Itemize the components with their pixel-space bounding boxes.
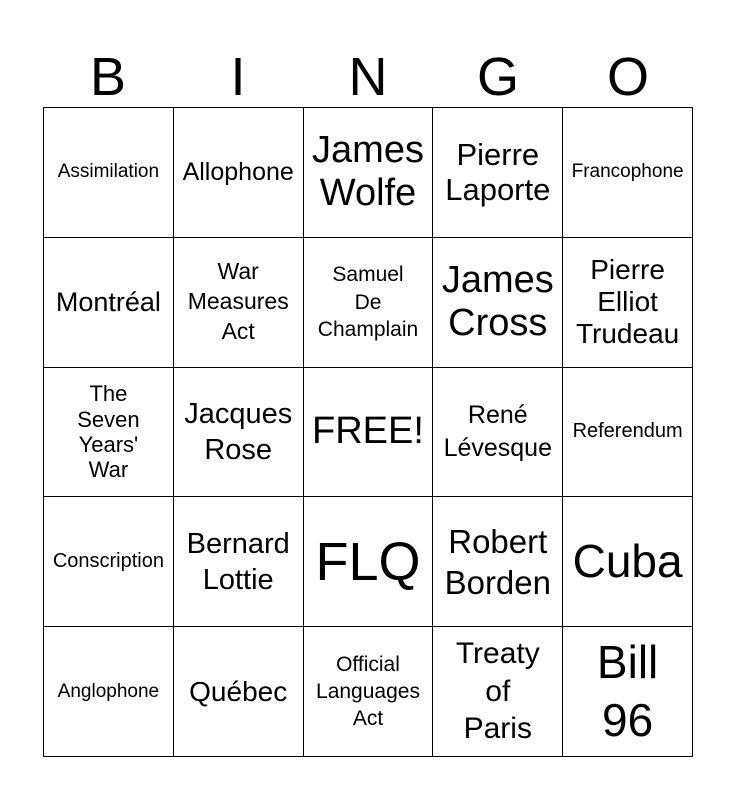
cell-label: Allophone — [182, 158, 294, 187]
bingo-cell[interactable] — [304, 108, 434, 238]
cell-label: Jacques Rose — [184, 397, 293, 466]
cell-label: Montréal — [55, 286, 161, 317]
bingo-cell[interactable] — [304, 497, 434, 627]
cell-label: Francophone — [571, 161, 684, 183]
bingo-cell[interactable] — [304, 368, 434, 498]
header-letter-n: N — [348, 47, 388, 107]
bingo-cell[interactable] — [304, 238, 434, 368]
bingo-cell[interactable] — [563, 497, 693, 627]
cell-label: Treaty of Paris — [455, 637, 540, 746]
cell-label: Robert Borden — [444, 522, 551, 601]
header-letter-b: B — [89, 47, 127, 107]
cell-label: Samuel De Champlain — [317, 263, 419, 341]
bingo-cell[interactable] — [563, 238, 693, 368]
bingo-cell[interactable] — [174, 627, 304, 757]
bingo-cell[interactable] — [433, 627, 563, 757]
bingo-cell[interactable] — [563, 627, 693, 757]
cell-label: Official Languages Act — [316, 652, 420, 731]
cell-label: Anglophone — [57, 680, 160, 702]
bingo-header — [43, 48, 693, 106]
bingo-board — [43, 107, 693, 757]
bingo-cell[interactable] — [174, 368, 304, 498]
bingo-cell[interactable] — [563, 368, 693, 498]
bingo-cell[interactable] — [174, 108, 304, 238]
bingo-cell[interactable] — [433, 108, 563, 238]
cell-label: René Lévesque — [443, 401, 552, 462]
cell-label: Québec — [189, 675, 288, 707]
bingo-cell[interactable] — [44, 108, 174, 238]
cell-label: Bill 96 — [596, 636, 659, 746]
cell-label: FREE! — [312, 410, 424, 453]
cell-label: Pierre Laporte — [445, 136, 551, 208]
bingo-cell[interactable] — [44, 497, 174, 627]
bingo-cell[interactable] — [44, 368, 174, 498]
bingo-cell[interactable] — [563, 108, 693, 238]
header-letter-o: O — [606, 47, 649, 107]
cell-label: Assimilation — [57, 161, 160, 183]
cell-label: Cuba — [572, 535, 683, 588]
bingo-cell[interactable] — [174, 238, 304, 368]
cell-label: James Wolfe — [312, 128, 424, 215]
cell-label: War Measures Act — [187, 258, 289, 345]
bingo-cell[interactable] — [304, 627, 434, 757]
cell-label: Pierre Elliot Trudeau — [575, 253, 680, 350]
bingo-cell[interactable] — [44, 238, 174, 368]
cell-label: Referendum — [572, 420, 683, 443]
bingo-cell[interactable] — [433, 238, 563, 368]
bingo-cell[interactable] — [433, 368, 563, 498]
cell-label: Bernard Lottie — [186, 527, 290, 596]
cell-label: FLQ — [315, 531, 421, 592]
header-letter-g: G — [476, 47, 519, 107]
cell-label: James Cross — [441, 258, 554, 345]
bingo-cell[interactable] — [174, 497, 304, 627]
cell-label: Conscription — [52, 550, 164, 573]
cell-label: The Seven Years' War — [77, 381, 140, 483]
bingo-cell[interactable] — [44, 627, 174, 757]
bingo-cell[interactable] — [433, 497, 563, 627]
header-letter-i: I — [230, 47, 246, 107]
